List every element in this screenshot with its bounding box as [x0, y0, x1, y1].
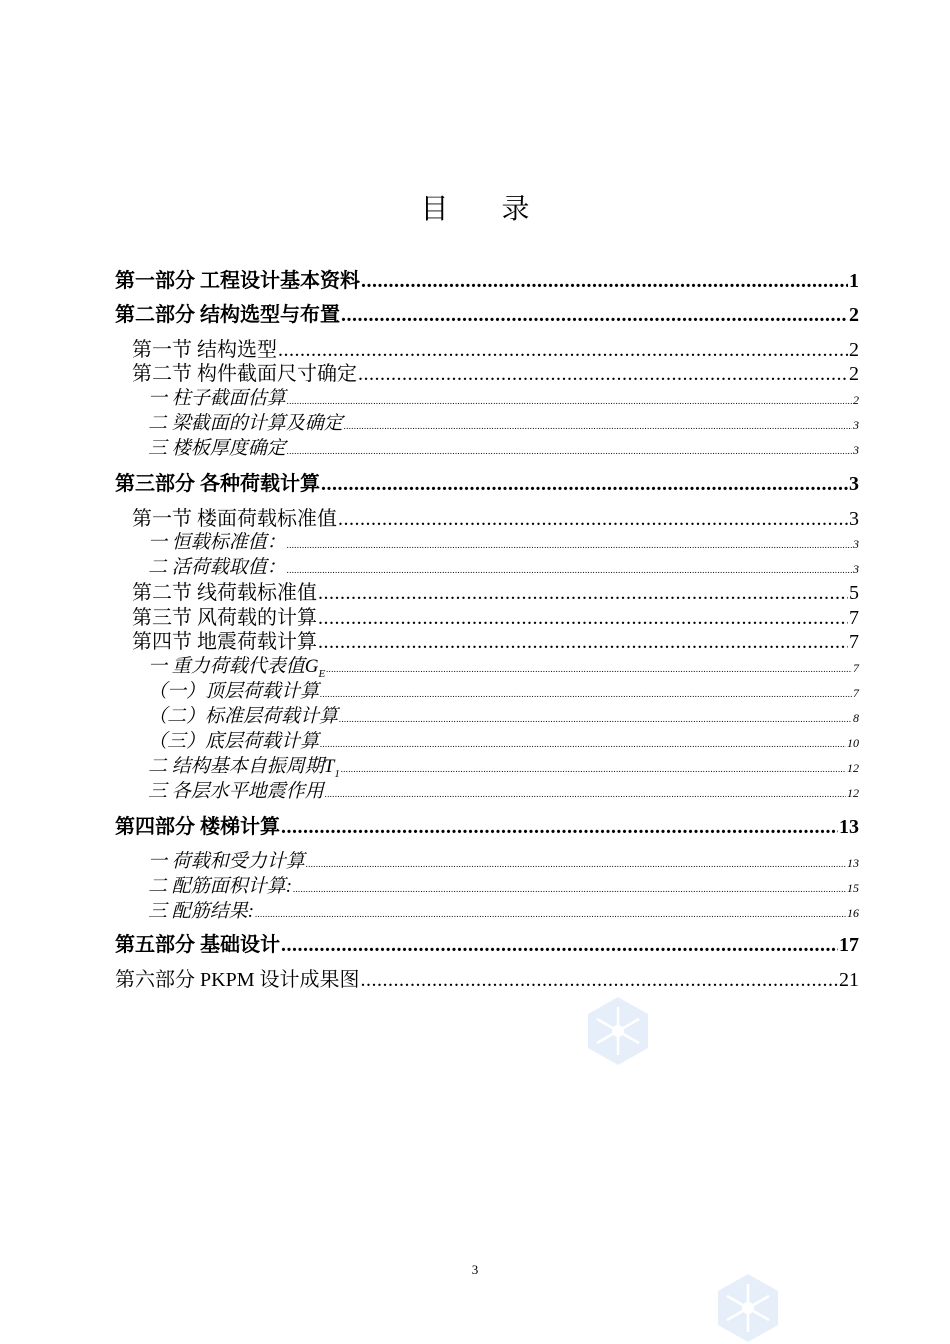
toc-page: 13 — [839, 816, 859, 838]
toc-page: 17 — [839, 934, 859, 956]
dot-leader — [281, 816, 838, 839]
toc-page: 2 — [853, 393, 859, 407]
toc-label: 第一部分 工程设计基本资料 — [115, 270, 360, 292]
dot-leader — [255, 909, 846, 919]
toc-label: （一）顶层荷载计算 — [148, 681, 320, 702]
toc-label: 二 配筋面积计算: — [148, 876, 293, 897]
toc-label: 一 柱子截面估算 — [148, 388, 286, 409]
dot-leader — [325, 789, 846, 799]
toc-page: 21 — [839, 969, 859, 991]
toc-page: 10 — [847, 736, 859, 750]
subscript: E — [318, 667, 326, 680]
toc-label: 三 各层水平地震作用 — [148, 781, 324, 802]
toc-page: 3 — [853, 537, 859, 551]
dot-leader — [287, 446, 852, 456]
dot-leader — [361, 270, 848, 293]
toc-label-text: 一 重力荷载代表值G — [148, 656, 319, 677]
toc-label: 第六部分 PKPM 设计成果图 — [115, 969, 360, 991]
toc-page: 2 — [849, 363, 859, 385]
dot-leader — [321, 473, 848, 496]
toc-label: 三 配筋结果: — [148, 901, 255, 922]
toc-page: 7 — [849, 631, 859, 653]
toc-entry-item[interactable] — [148, 896, 859, 923]
toc-entry-item[interactable] — [148, 726, 859, 753]
toc-entry-part-6[interactable] — [115, 963, 859, 992]
toc-entry-item[interactable] — [148, 701, 859, 728]
toc-page: 3 — [853, 418, 859, 432]
toc-page: 3 — [853, 562, 859, 576]
toc-entry-section[interactable] — [132, 357, 859, 386]
toc-page: 3 — [849, 473, 859, 495]
dot-leader — [339, 714, 852, 724]
toc-page: 12 — [847, 761, 859, 775]
dot-leader — [320, 739, 846, 749]
toc-entry-part-4[interactable] — [115, 810, 859, 839]
toc-page: 5 — [849, 582, 859, 604]
toc-label: 第三节 风荷载的计算 — [132, 607, 317, 629]
dot-leader — [287, 565, 852, 575]
toc-page: 3 — [849, 508, 859, 530]
toc-entry-item[interactable] — [148, 871, 859, 898]
toc-page: 8 — [853, 711, 859, 725]
toc-label: （二）标准层荷载计算 — [148, 706, 339, 727]
dot-leader — [320, 689, 852, 699]
toc-label: 第二节 线荷载标准值 — [132, 582, 317, 604]
toc-label: 第四节 地震荷载计算 — [132, 631, 317, 653]
toc-page: 7 — [853, 686, 859, 700]
toc-entry-item[interactable] — [148, 527, 859, 554]
dot-leader — [306, 859, 846, 869]
toc-entry-item[interactable] — [148, 552, 859, 579]
toc-label: 第三部分 各种荷载计算 — [115, 473, 320, 495]
toc-page: 15 — [847, 881, 859, 895]
toc-page: 12 — [847, 786, 859, 800]
toc-label: 第五部分 基础设计 — [115, 934, 280, 956]
dot-leader — [341, 304, 848, 327]
toc-entry-item[interactable] — [148, 408, 859, 435]
dot-leader — [360, 969, 838, 992]
subscript: 1 — [334, 767, 340, 780]
toc-page: 3 — [853, 443, 859, 457]
toc-label: 二 梁截面的计算及确定 — [148, 413, 343, 434]
toc-page: 2 — [849, 339, 859, 361]
dot-leader — [341, 764, 846, 774]
toc-entry-item[interactable] — [148, 846, 859, 873]
toc-entry-part-1[interactable] — [115, 264, 859, 293]
snowflake-watermark-icon — [712, 1272, 784, 1344]
toc-page: 16 — [847, 906, 859, 920]
dot-leader — [326, 664, 852, 674]
toc-page: 1 — [849, 270, 859, 292]
toc-label: 三 楼板厚度确定 — [148, 438, 286, 459]
toc-label: （三）底层荷载计算 — [148, 731, 320, 752]
toc-label: 第二部分 结构选型与布置 — [115, 304, 340, 326]
toc-page: 7 — [849, 607, 859, 629]
toc-page: 2 — [849, 304, 859, 326]
toc-entry-part-2[interactable] — [115, 298, 859, 327]
toc-label-text: 二 结构基本自振周期T — [148, 756, 335, 777]
toc-label: 一 荷载和受力计算 — [148, 851, 305, 872]
page-number: 3 — [471, 1262, 479, 1277]
toc-entry-part-5[interactable] — [115, 928, 859, 957]
toc-entry-section[interactable] — [132, 625, 859, 654]
toc-entry-part-3[interactable] — [115, 467, 859, 496]
page-title: 目 录 — [420, 192, 552, 225]
toc-label: 第一节 楼面荷载标准值 — [132, 508, 337, 530]
toc-entry-item[interactable] — [148, 383, 859, 410]
toc-entry-item[interactable] — [148, 676, 859, 703]
toc-label: 第四部分 楼梯计算 — [115, 816, 280, 838]
dot-leader — [344, 421, 852, 431]
dot-leader — [287, 396, 852, 406]
toc-page: 7 — [853, 661, 859, 675]
toc-label: 第二节 构件截面尺寸确定 — [132, 363, 357, 385]
toc-entry-item[interactable] — [148, 776, 859, 803]
toc-label: 二 活荷载取值： — [148, 557, 286, 578]
toc-label: 第一节 结构选型 — [132, 339, 277, 361]
toc-label: 一 恒载标准值： — [148, 532, 286, 553]
dot-leader — [293, 884, 846, 894]
snowflake-watermark-icon — [582, 995, 654, 1067]
dot-leader — [287, 540, 852, 550]
dot-leader — [281, 934, 838, 957]
toc-page: 13 — [847, 856, 859, 870]
toc-entry-item[interactable] — [148, 433, 859, 460]
